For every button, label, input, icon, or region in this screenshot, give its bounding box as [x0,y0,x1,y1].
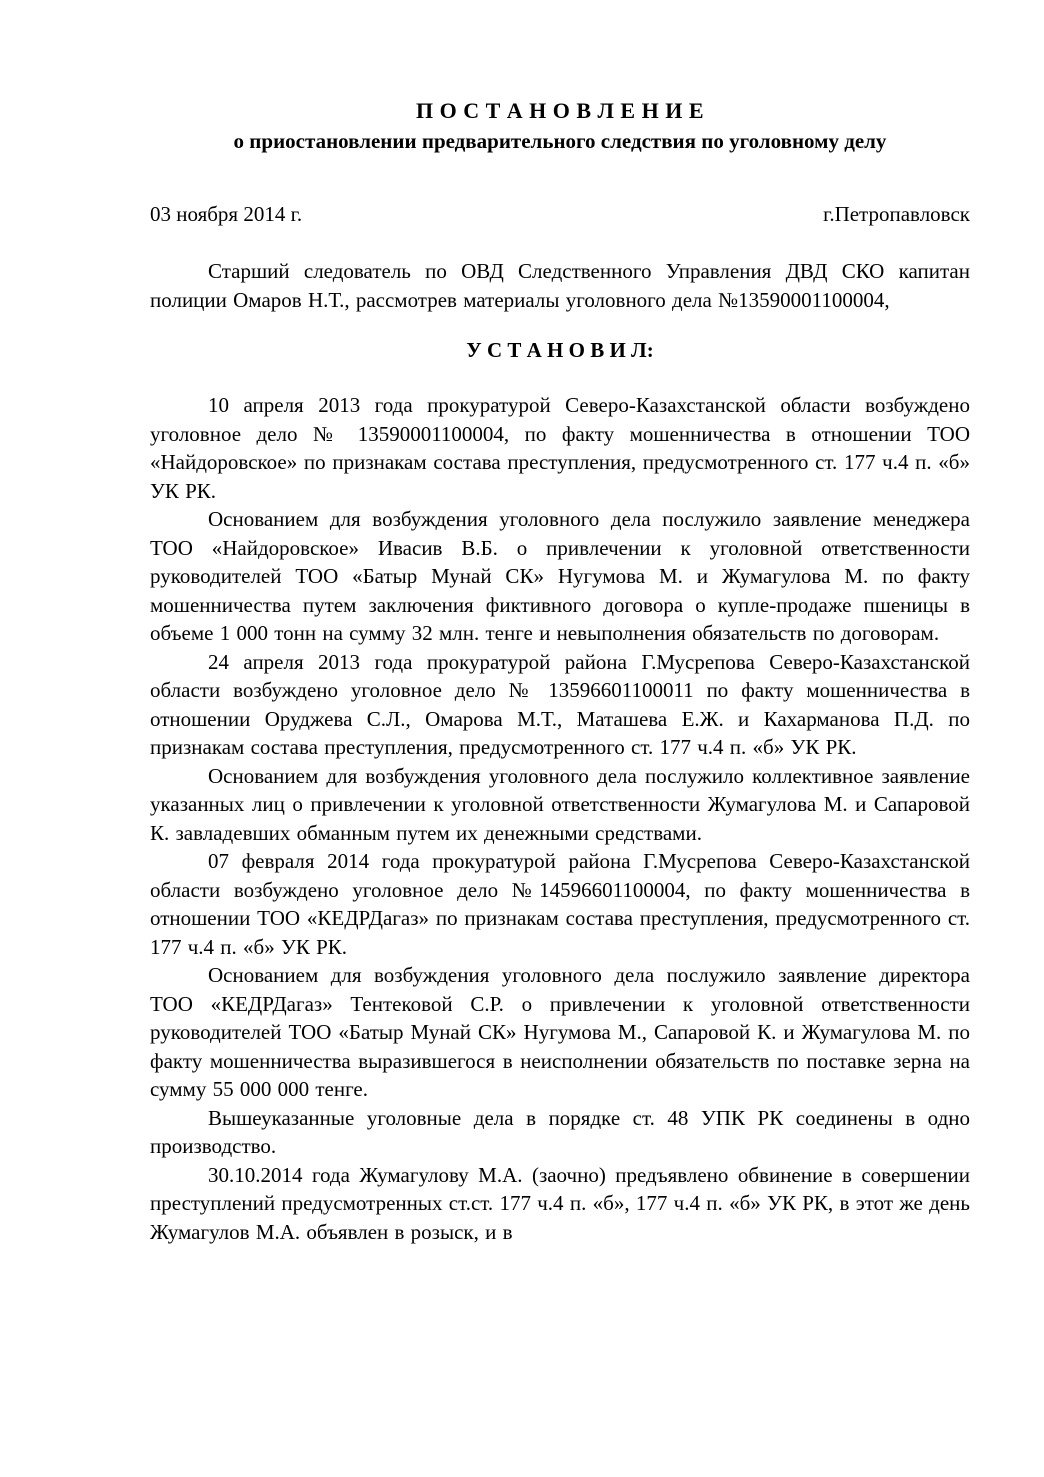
body-paragraph-4: Основанием для возбуждения уголовного дела послужило коллективное заявление указанных лиц о привлечении к уголовной ответственности Жумагулова М. и Сапаровой К. завладевших обманным путем их денежными средствами. [150,763,970,845]
document-subtitle: о приостановлении предварительного следствия по уголовному делу [233,129,887,153]
intro-paragraph: Старший следователь по ОВД Следственного Управления ДВД СКО капитан полиции Омаров Н.Т., рассмотрев материалы уголовного дела №13590001100004, [150,259,970,312]
document-city: г.Петропавловск [823,202,970,226]
date-city-line [150,200,970,228]
body-paragraph-1: 10 апреля 2013 года прокуратурой Северо-Казахстанской области возбуждено уголовное дело № 13590001100004, по факту мошенничества в отношении ТОО «Найдоровское» по признакам состава преступления, предусмотренного ст. 177 ч.4 п. «б» УК РК. [150,393,970,503]
body-paragraph-6: Основанием для возбуждения уголовного дела послужило заявление директора ТОО «КЕДРДагаз» Тентековой С.Р. о привлечении к уголовной ответственности руководителей ТОО «Батыр Мунай СК» Нугумова М., Сапаровой К. и Жумагулова М. по факту мошенничества выразившегося в неисполнении обязательств по поставке зерна на сумму 55 000 000 тенге. [150,963,970,1101]
document-title: П О С Т А Н О В Л Е Н И Е [415,98,705,123]
body-paragraph-8: 30.10.2014 года Жумагулову М.А. (заочно) предъявлено обвинение в совершении преступлений предусмотренных ст.ст. 177 ч.4 п. «б», 177 ч.4 п. «б» УК РК, в этот же день Жумагулов М.А. объявлен в розыск, и в [150,1162,970,1244]
body-paragraph-2: Основанием для возбуждения уголовного дела послужило заявление менеджера ТОО «Найдоровское» Ивасив В.Б. о привлечении к уголовной ответственности руководителей ТОО «Батыр Мунай СК» Нугумова М. и Жумагулова М. по факту мошенничества путем заключения фиктивного договора о купле-продаже пшеницы в объеме 1 000 тонн на сумму 32 млн. тенге и невыполнения обязательств по договорам. [150,507,970,645]
body-paragraph-5: 07 февраля 2014 года прокуратурой района Г.Мусрепова Северо-Казахстанской области возбуждено уголовное дело №14596601100004, по факту мошенничества в отношении ТОО «КЕДРДагаз» по признакам состава преступления, предусмотренного ст. 177 ч.4 п. «б» УК РК. [150,849,970,959]
body-paragraph-7: Вышеуказанные уголовные дела в порядке ст. 48 УПК РК соединены в одно производство. [150,1105,970,1158]
resolution-heading: У С Т А Н О В И Л: [466,338,654,362]
document-date: 03 ноября 2014 г. [150,202,303,226]
body-paragraph-3: 24 апреля 2013 года прокуратурой района Г.Мусрепова Северо-Казахстанской области возбуждено уголовное дело № 13596601100011 по факту мошенничества в отношении Оруджева С.Л., Омарова М.Т., Маташева Е.Ж. и Кахарманова П.Д. по признакам состава преступления, предусмотренного ст. 177 ч.4 п. «б» УК РК. [150,649,970,759]
